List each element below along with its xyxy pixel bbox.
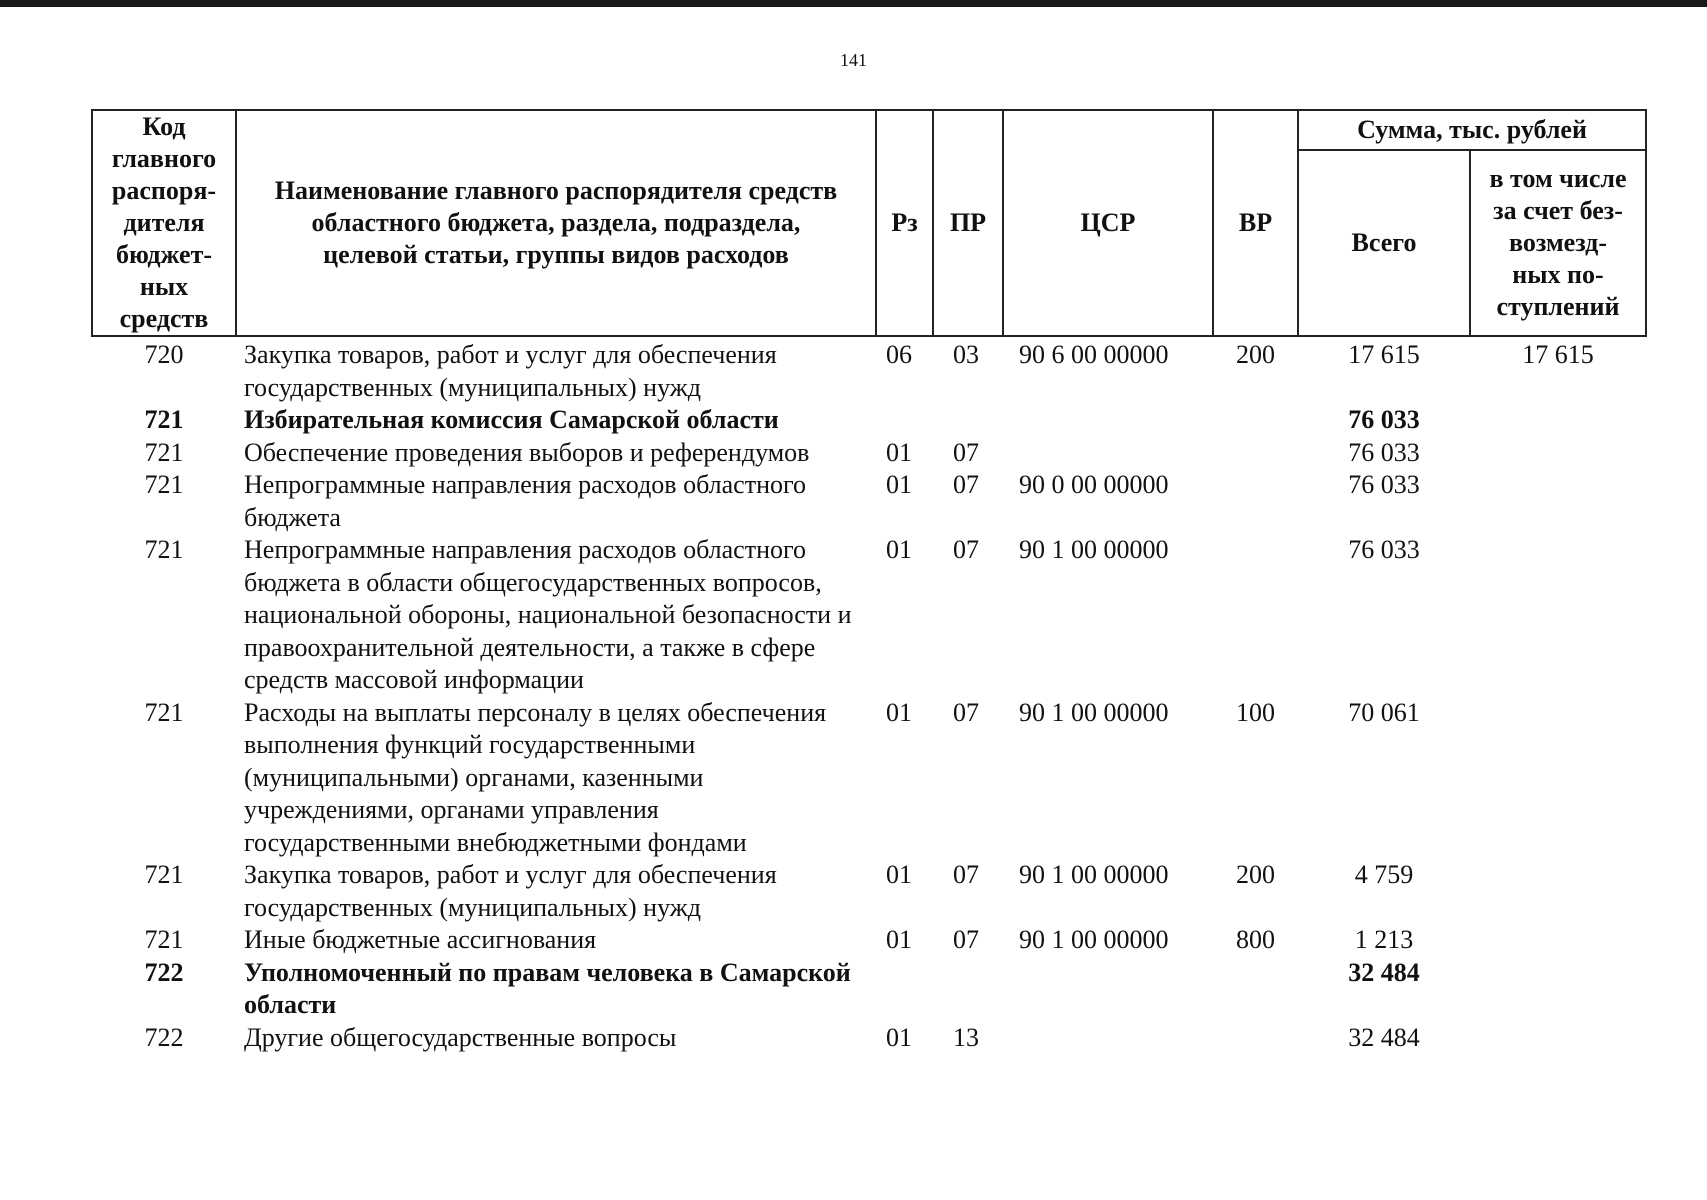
cell-csr: [1003, 1022, 1213, 1055]
header-vr: ВР: [1213, 110, 1298, 336]
table-row: [92, 469, 1646, 534]
cell-name: Непрограммные направления расходов областного бюджета: [244, 470, 806, 532]
cell-name: Другие общегосударственные вопросы: [244, 1022, 677, 1052]
cell-name: Обеспечение проведения выборов и референдумов: [244, 437, 810, 467]
cell-vr: 200: [1236, 340, 1275, 369]
cell-incl: [1470, 924, 1646, 957]
cell-name: Закупка товаров, работ и услуг для обеспечения государственных (муниципальных) нужд: [244, 340, 777, 402]
cell-name: Иные бюджетные ассигнования: [244, 925, 597, 954]
cell-total: 76 033: [1348, 470, 1420, 499]
table-row: [92, 924, 1646, 957]
cell-vr: 200: [1236, 860, 1275, 889]
budget-table: [91, 109, 1647, 1054]
cell-incl: [1470, 534, 1646, 697]
header-sum: Сумма, тыс. рублей: [1298, 110, 1646, 150]
cell-code: 720: [144, 340, 184, 369]
cell-pr: 07: [953, 535, 979, 564]
cell-csr: [1003, 957, 1213, 1022]
cell-rz: 01: [886, 470, 912, 499]
header-rz: Рз: [876, 110, 933, 336]
cell-name: Непрограммные направления расходов областного бюджета в области общегосударственных вопросов, национальной обороны, национальной безопасности и правоохранительной деятельности, а также в сфере средств массовой информации: [244, 535, 852, 694]
cell-incl: [1470, 697, 1646, 860]
cell-incl: 17 615: [1522, 340, 1594, 369]
table-row: [92, 437, 1646, 470]
cell-name: Расходы на выплаты персоналу в целях обеспечения выполнения функций государственными (муниципальными) органами, казенными учреждениями, органами управления государственными внебюджетными фондами: [244, 697, 827, 857]
cell-rz: 06: [886, 340, 912, 369]
cell-code: 721: [144, 405, 184, 434]
cell-rz: 01: [886, 860, 912, 889]
cell-pr: 07: [953, 925, 979, 954]
header-incl: в том числе за счет без- возмезд- ных по- ступлений: [1470, 150, 1646, 336]
cell-rz: 01: [886, 925, 912, 954]
header-csr: ЦСР: [1003, 110, 1213, 336]
header-name: Наименование главного распорядителя средств областного бюджета, раздела, подраздела, целевой статьи, группы видов расходов: [236, 110, 876, 336]
cell-rz: 01: [886, 437, 912, 467]
cell-incl: [1470, 859, 1646, 924]
table-row: [92, 697, 1646, 860]
cell-rz: 01: [886, 697, 912, 727]
cell-total: 4 759: [1354, 860, 1414, 889]
cell-code: 722: [144, 1022, 184, 1052]
cell-vr: [1213, 437, 1298, 470]
cell-total: 1 213: [1354, 925, 1414, 954]
cell-pr: 03: [953, 340, 979, 369]
table-row: [92, 859, 1646, 924]
cell-pr: 13: [953, 1022, 979, 1052]
cell-incl: [1470, 437, 1646, 470]
cell-rz: 01: [886, 1022, 912, 1052]
table-body: [92, 336, 1646, 1054]
cell-total: 17 615: [1348, 340, 1420, 369]
cell-rz: 01: [886, 535, 912, 564]
cell-rz: [876, 404, 933, 437]
cell-csr: 90 1 00 00000: [1019, 925, 1169, 954]
table-row: [92, 336, 1646, 404]
cell-vr: 800: [1236, 925, 1275, 954]
cell-pr: 07: [953, 470, 979, 499]
cell-vr: [1213, 534, 1298, 697]
cell-code: 721: [144, 535, 184, 564]
header-pr: ПР: [933, 110, 1003, 336]
header-code: Код главного распоря- дителя бюджет- ных средств: [92, 110, 236, 336]
cell-csr: 90 1 00 00000: [1019, 697, 1169, 727]
cell-vr: [1213, 469, 1298, 534]
cell-total: 70 061: [1348, 697, 1420, 727]
cell-pr: 07: [953, 860, 979, 889]
cell-code: 721: [144, 860, 184, 889]
cell-pr: [933, 404, 1003, 437]
cell-code: 721: [144, 697, 184, 727]
table-row: [92, 534, 1646, 697]
cell-pr: 07: [953, 697, 979, 727]
cell-total: 76 033: [1348, 535, 1420, 564]
table-row: [92, 957, 1646, 1022]
cell-vr: [1213, 404, 1298, 437]
cell-pr: 07: [953, 437, 979, 467]
table-row: [92, 404, 1646, 437]
cell-csr: 90 6 00 00000: [1019, 340, 1169, 369]
cell-incl: [1470, 1022, 1646, 1055]
cell-code: 722: [144, 957, 184, 987]
cell-total: 32 484: [1348, 957, 1420, 987]
cell-vr: [1213, 957, 1298, 1022]
cell-csr: 90 1 00 00000: [1019, 860, 1169, 889]
cell-name: Уполномоченный по правам человека в Самарской области: [244, 957, 851, 1019]
header-total: Всего: [1298, 150, 1470, 336]
cell-vr: [1213, 1022, 1298, 1055]
cell-csr: [1003, 404, 1213, 437]
cell-total: 76 033: [1348, 405, 1420, 434]
cell-incl: [1470, 469, 1646, 534]
cell-rz: [876, 957, 933, 1022]
cell-name: Закупка товаров, работ и услуг для обеспечения государственных (муниципальных) нужд: [244, 860, 777, 922]
table-row: [92, 1022, 1646, 1055]
cell-incl: [1470, 404, 1646, 437]
cell-csr: 90 1 00 00000: [1019, 535, 1169, 564]
cell-code: 721: [144, 437, 184, 467]
cell-code: 721: [144, 470, 184, 499]
cell-pr: [933, 957, 1003, 1022]
cell-incl: [1470, 957, 1646, 1022]
cell-csr: 90 0 00 00000: [1019, 470, 1169, 499]
cell-code: 721: [144, 925, 184, 954]
page-number: 141: [840, 50, 867, 70]
cell-total: 76 033: [1348, 437, 1420, 467]
cell-csr: [1003, 437, 1213, 470]
cell-vr: 100: [1236, 697, 1275, 727]
top-rule: [0, 0, 1707, 7]
cell-total: 32 484: [1348, 1022, 1420, 1052]
cell-name: Избирательная комиссия Самарской области: [244, 405, 779, 434]
table-header: [92, 110, 1646, 336]
